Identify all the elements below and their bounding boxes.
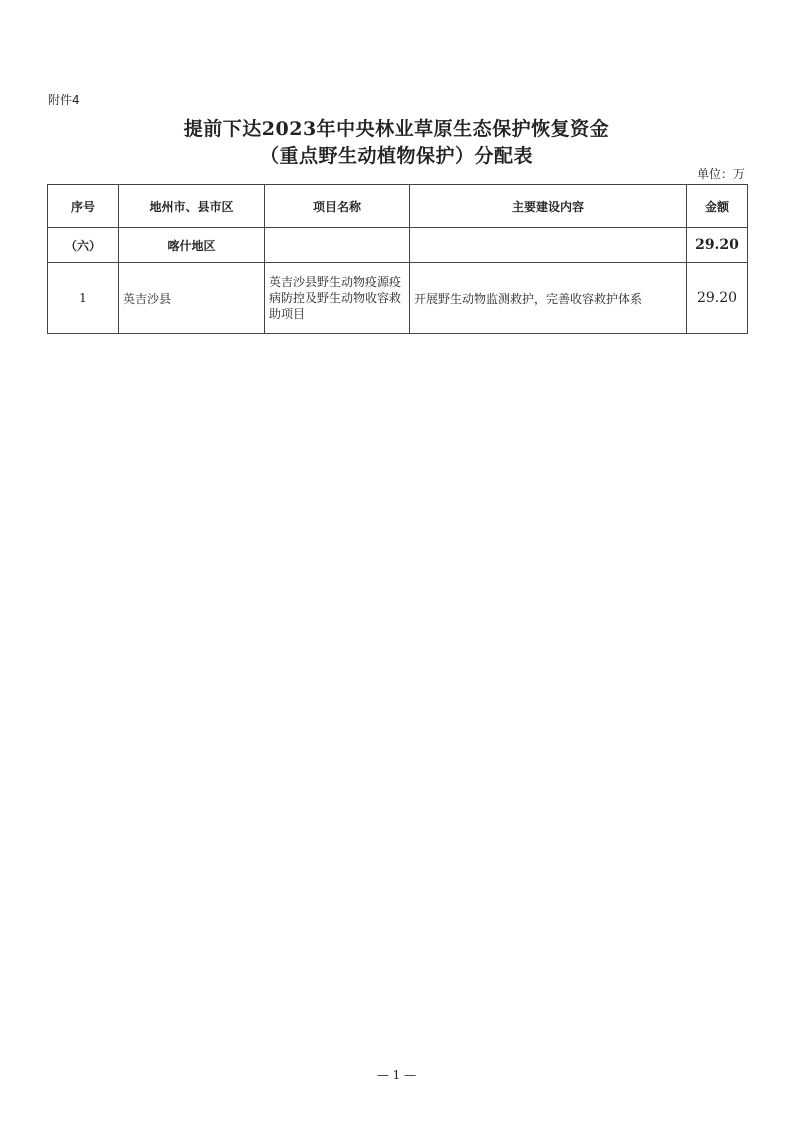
group-amount: 29.20	[687, 228, 748, 263]
row-seq: 1	[48, 263, 119, 334]
document-title-line2: （重点野生动植物保护）分配表	[259, 145, 533, 167]
group-region: 喀什地区	[119, 228, 265, 263]
group-content	[410, 228, 687, 263]
header-region: 地州市、县市区	[119, 185, 265, 228]
attachment-label: 附件4	[48, 93, 80, 107]
header-seq: 序号	[48, 185, 119, 228]
document-title-line1: 提前下达2023年中央林业草原生态保护恢复资金	[183, 118, 610, 140]
page-number: — 1 —	[376, 1068, 417, 1082]
row-region: 英吉沙县	[119, 263, 265, 334]
header-content: 主要建设内容	[410, 185, 687, 228]
allocation-table	[47, 184, 748, 334]
row-project: 英吉沙县野生动物疫源疫病防控及野生动物收容救助项目	[265, 263, 410, 334]
table-row	[48, 263, 748, 334]
row-amount: 29.20	[687, 263, 748, 334]
row-content: 开展野生动物监测救护，完善收容救护体系	[410, 263, 687, 334]
unit-label: 单位：万	[696, 167, 745, 181]
table-header-row	[48, 185, 748, 228]
header-amount: 金额	[687, 185, 748, 228]
group-row	[48, 228, 748, 263]
header-project: 项目名称	[265, 185, 410, 228]
group-seq: （六）	[48, 228, 119, 263]
group-project	[265, 228, 410, 263]
